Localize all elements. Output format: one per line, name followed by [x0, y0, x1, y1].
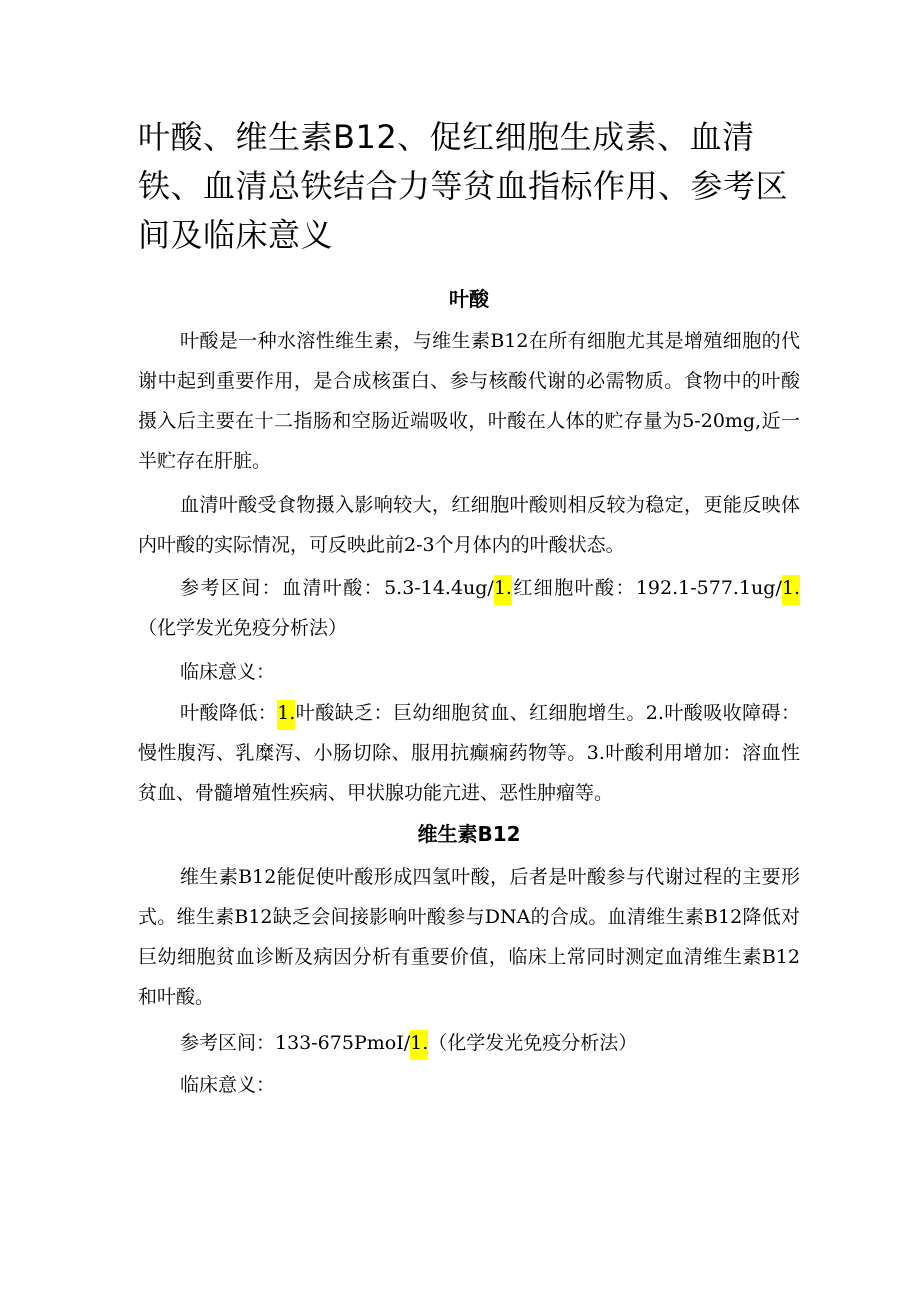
document-title: 叶酸、维生素B12、促红细胞生成素、血清铁、血清总铁结合力等贫血指标作用、参考区间及临床意义 [138, 118, 789, 254]
reference-text: 参考区间：血清叶酸：5.3-14.4ug/ [180, 577, 494, 599]
paragraph-folate-intro: 叶酸是一种水溶性维生素，与维生素B12在所有细胞尤其是增殖细胞的代谢中起到重要作用，是合成核蛋白、参与核酸代谢的必需物质。食物中的叶酸摄入后主要在十二指肠和空肠近端吸收，叶酸在人体的贮存量为5-20mg,近一半贮存在肝脏。 [138, 330, 800, 472]
highlight-marker: 1. [782, 575, 800, 605]
section-heading-folate: 叶酸 [449, 287, 489, 311]
paragraph-b12-intro: 维生素B12能促使叶酸形成四氢叶酸，后者是叶酸参与代谢过程的主要形式。维生素B12缺乏会间接影响叶酸参与DNA的合成。血清维生素B12降低对巨幼细胞贫血诊断及病因分析有重要价值，临床上常同时测定血清维生素B12和叶酸。 [138, 866, 800, 1008]
method-text: （化学发光免疫分析法） [138, 617, 348, 639]
highlight-marker: 1. [494, 575, 512, 605]
reference-text: 红细胞叶酸：192.1-577.1ug/ [511, 577, 782, 599]
highlight-marker: 1. [410, 1030, 428, 1060]
paragraph-b12-reference [138, 1023, 800, 1063]
method-text: （化学发光免疫分析法） [428, 1032, 638, 1054]
highlight-marker: 1. [277, 700, 295, 730]
clinical-significance-label: 临床意义： [180, 1074, 276, 1096]
decrease-text: 叶酸缺乏：巨幼细胞贫血、红细胞增生。2.叶酸吸收障碍：慢性腹泻、乳糜泻、小肠切除、服用抗癫痫药物等。3.叶酸利用增加：溶血性贫血、骨髓增殖性疾病、甲状腺功能亢进、恶性肿瘤等。 [138, 702, 800, 804]
section-heading-b12: 维生素B12 [417, 822, 521, 846]
paragraph-folate-reference [138, 568, 800, 648]
decrease-label: 叶酸降低： [180, 702, 278, 724]
paragraph-folate-serum: 血清叶酸受食物摄入影响较大，红细胞叶酸则相反较为稳定，更能反映体内叶酸的实际情况，可反映此前2-3个月体内的叶酸状态。 [138, 494, 800, 556]
reference-text: 参考区间：133-675PmoI/ [180, 1032, 411, 1054]
clinical-significance-label: 临床意义： [180, 661, 276, 683]
paragraph-folate-decrease [138, 693, 800, 813]
